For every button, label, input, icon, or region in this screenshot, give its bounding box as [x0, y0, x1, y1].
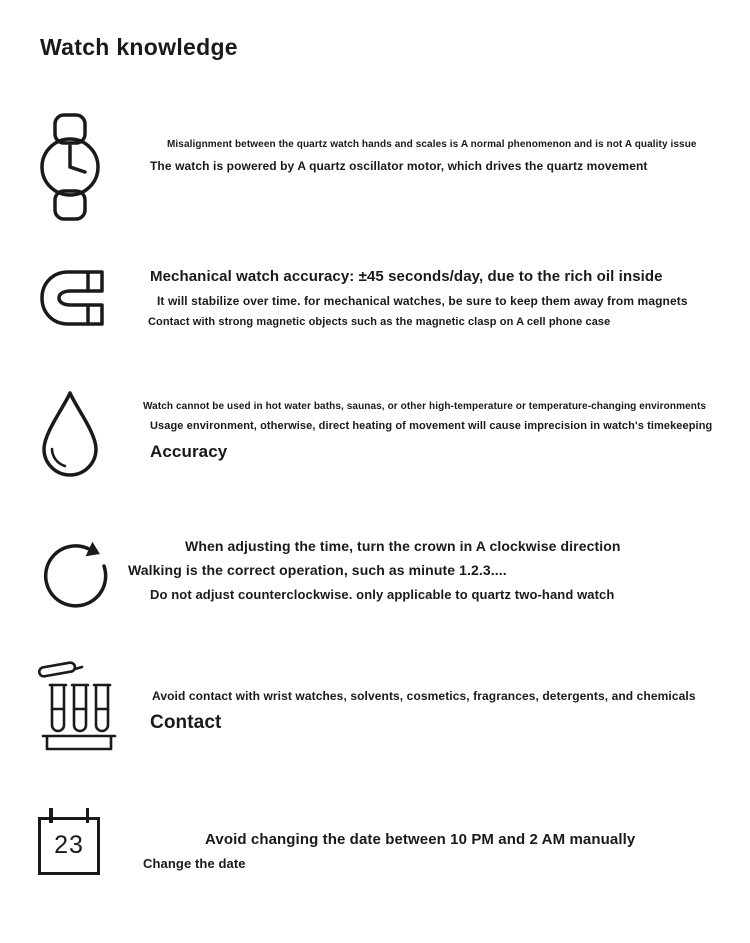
section-date-change-text [118, 803, 750, 880]
magnet-icon [0, 268, 118, 337]
section-quartz-movement [0, 113, 750, 226]
section-magnetism [0, 268, 750, 337]
section-time-adjustment-text [118, 532, 750, 615]
calendar-icon [0, 803, 118, 880]
test-tubes-icon [0, 657, 118, 757]
change-date-label: Change the date [143, 856, 246, 872]
quartz-note-line: Misalignment between the quartz watch hands and scales is A normal phenomenon and is not A quality issue [167, 139, 697, 150]
date-change-warning-line: Avoid changing the date between 10 PM and 2 AM manually [205, 830, 636, 848]
watch-knowledge-page [0, 34, 750, 943]
magnet-main-line: Mechanical watch accuracy: ±45 seconds/day, due to the rich oil inside [150, 268, 663, 285]
calendar-ring-left [49, 808, 53, 823]
water-drop-icon [0, 389, 118, 484]
chemicals-warning-line: Avoid contact with wrist watches, solvents, cosmetics, fragrances, detergents, and chemicals [152, 688, 696, 703]
section-temperature-text [118, 389, 750, 484]
section-temperature [0, 389, 750, 484]
page-title: Watch knowledge [40, 34, 238, 60]
section-chemicals [0, 657, 750, 757]
section-quartz-movement-text [118, 113, 750, 226]
temperature-warning-line: Watch cannot be used in hot water baths, saunas, or other high-temperature or temperature-changing environments [143, 400, 707, 412]
watch-icon [0, 113, 118, 226]
section-chemicals-text [118, 657, 750, 757]
walking-operation-line: Walking is the correct operation, such as minute 1.2.3.... [128, 562, 507, 578]
crown-direction-line: When adjusting the time, turn the crown in A clockwise direction [185, 537, 621, 554]
magnet-warning-line: Contact with strong magnetic objects such as the magnetic clasp on A cell phone case [148, 315, 611, 328]
magnet-advice-line: It will stabilize over time. for mechanical watches, be sure to keep them away from magnets [157, 293, 688, 308]
section-date-change [0, 803, 750, 880]
calendar-body [38, 817, 100, 875]
temperature-detail-line: Usage environment, otherwise, direct heating of movement will cause imprecision in watch's timekeeping [150, 420, 713, 432]
section-time-adjustment [0, 532, 750, 615]
counterclockwise-warning-line: Do not adjust counterclockwise. only applicable to quartz two-hand watch [150, 586, 615, 602]
section-magnetism-text [118, 268, 750, 337]
contact-label: Contact [150, 711, 222, 733]
accuracy-label: Accuracy [150, 441, 228, 461]
clockwise-arrow-icon [0, 532, 118, 615]
calendar-day: 23 [54, 831, 84, 859]
calendar-ring-right [86, 808, 90, 823]
quartz-main-line: The watch is powered by A quartz oscillator motor, which drives the quartz movement [150, 158, 648, 173]
